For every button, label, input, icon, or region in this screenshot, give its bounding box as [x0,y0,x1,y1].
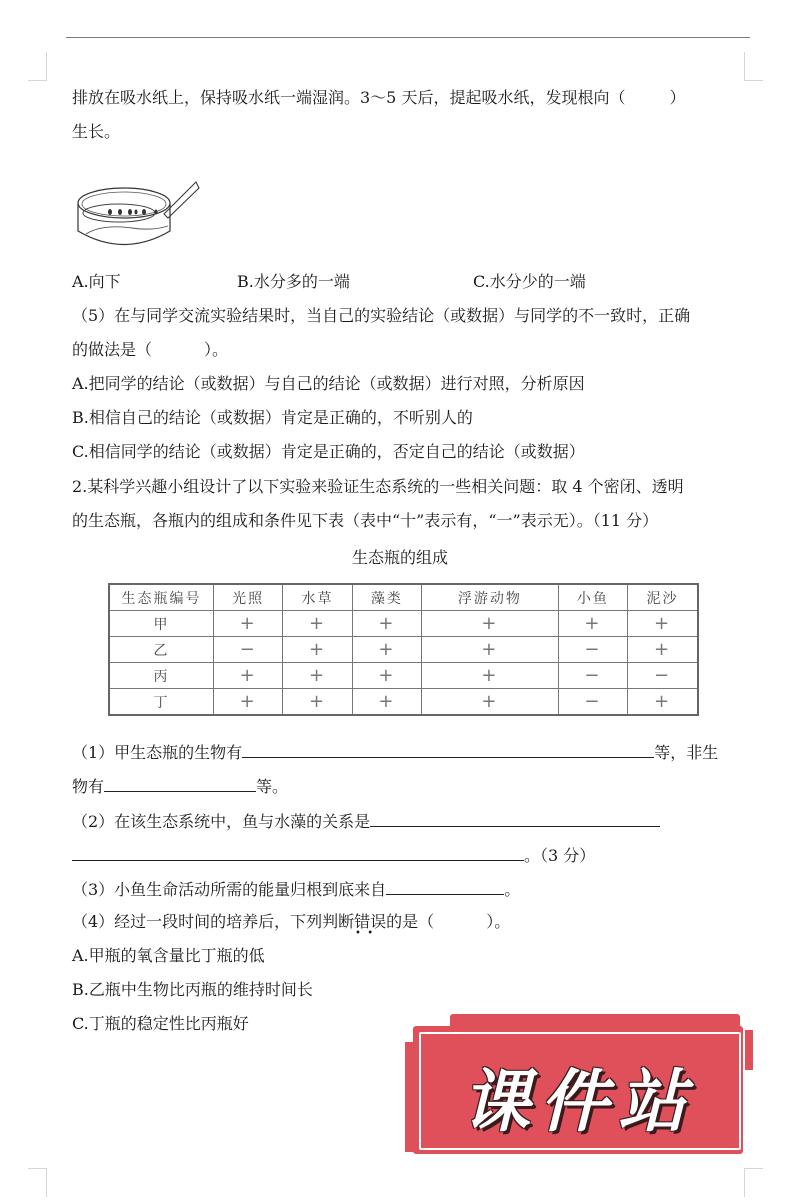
stem-text: ）。 [486,912,511,931]
cell: + [283,611,352,637]
stem-text: ）。 [204,340,229,359]
table-header-row [109,584,698,611]
ecobottle-composition-table [108,583,699,716]
stem-text: 的做法是（ [72,340,153,359]
header-cell: 水草 [283,584,352,611]
cell: − [558,663,627,689]
q2-sub4-stem [72,912,510,932]
header-cell: 浮游动物 [422,584,559,611]
petri-dish-with-blotting-paper-icon [72,176,202,260]
option-c[interactable]: C.水分少的一端 [473,272,586,291]
option-a[interactable]: A.甲瓶的氧含量比丁瓶的低 [72,946,265,965]
q2-sub3 [72,878,520,900]
row-label: 丁 [109,689,214,716]
cell: + [422,663,559,689]
stem-text: 等。 [256,777,289,796]
header-cell: 小鱼 [558,584,627,611]
table-row [109,689,698,716]
header-rule [66,37,750,38]
cell: + [214,689,283,716]
margin-corner-bottom-left [28,1168,47,1197]
paren-close: ） [669,88,686,107]
stem-text: （2）在该生态系统中，鱼与水藻的关系是 [72,812,371,831]
q1-part5-stem-line2 [72,340,228,360]
cell: + [558,611,627,637]
cell: + [352,611,421,637]
table-row [109,611,698,637]
watermark-stamp [405,1012,753,1162]
cell: + [628,689,698,716]
answer-blank-organisms[interactable] [242,741,654,758]
answer-blank-relationship[interactable] [370,810,660,827]
table-title: 生态瓶的组成 [351,548,448,567]
q2-sub1-line2 [72,775,288,797]
cell: − [628,663,698,689]
emphasis-dots: • • [355,928,374,939]
stem-text: 排放在吸水纸上，保持吸水纸一端湿润。3～5 天后，提起吸水纸，发现根向（ [72,88,626,107]
q2-sub2-line1 [72,810,660,832]
cell: + [214,611,283,637]
option-a[interactable]: A.把同学的结论（或数据）与自己的结论（或数据）进行对照，分析原因 [72,374,585,393]
option-b[interactable]: B.水分多的一端 [237,272,350,291]
cell: + [283,689,352,716]
watermark-text: 课件站 [461,1063,696,1142]
q2-stem-line2: 的生态瓶，各瓶内的组成和条件见下表（表中“十”表示有，“一”表示无）。（11 分） [72,511,659,530]
cell: + [628,611,698,637]
stem-text: 。 [504,880,521,899]
stem-text: （1）甲生态瓶的生物有 [72,743,243,762]
q1-part4-options [72,272,586,292]
cell: + [214,663,283,689]
option-c[interactable]: C.丁瓶的稳定性比丙瓶好 [72,1014,249,1033]
header-cell: 光照 [214,584,283,611]
q1-part4-stem-line1 [72,88,685,108]
cell: + [283,663,352,689]
q2-sub2-line2 [72,844,595,866]
answer-blank-nonliving[interactable] [104,775,256,792]
stem-text: 物有 [72,777,105,796]
margin-corner-top-right [744,52,763,81]
row-label: 乙 [109,637,214,663]
q1-part4-stem-line2: 生长。 [72,122,121,141]
cell: + [422,611,559,637]
margin-corner-top-left [28,52,47,81]
table-row [109,637,698,663]
cell: − [558,689,627,716]
row-label: 甲 [109,611,214,637]
answer-blank-relationship-cont[interactable] [72,844,524,861]
stem-text: 。（3 分） [524,846,596,865]
stem-text: 等，非生 [654,743,719,762]
header-cell: 藻类 [352,584,421,611]
row-label: 丙 [109,663,214,689]
cell: + [352,689,421,716]
option-c[interactable]: C.相信同学的结论（或数据）肯定是正确的，否定自己的结论（或数据） [72,442,585,461]
header-cell: 生态瓶编号 [109,584,214,611]
cell: + [352,663,421,689]
cell: + [422,637,559,663]
option-b[interactable]: B.相信自己的结论（或数据）肯定是正确的，不听别人的 [72,408,473,427]
q2-stem-line1: 2.某科学兴趣小组设计了以下实验来验证生态系统的一些相关问题：取 4 个密闭、透明 [72,477,684,496]
header-cell: 泥沙 [628,584,698,611]
cell: + [628,637,698,663]
option-a[interactable]: A.向下 [72,272,121,291]
cell: − [558,637,627,663]
answer-blank-energy[interactable] [386,878,504,895]
option-b[interactable]: B.乙瓶中生物比丙瓶的维持时间长 [72,980,313,999]
cell: + [352,637,421,663]
q2-sub1-line1 [72,741,718,763]
cell: − [214,637,283,663]
cell: + [283,637,352,663]
table-row [109,663,698,689]
stem-text: （3）小鱼生命活动所需的能量归根到底来自 [72,880,387,899]
stem-text: （4）经过一段时间的培养后，下列判断错误的是（ [72,912,435,931]
q1-part5-stem-line1: （5）在与同学交流实验结果时，当自己的实验结论（或数据）与同学的不一致时，正确 [72,306,691,325]
margin-corner-bottom-right [744,1168,763,1197]
cell: + [422,689,559,716]
